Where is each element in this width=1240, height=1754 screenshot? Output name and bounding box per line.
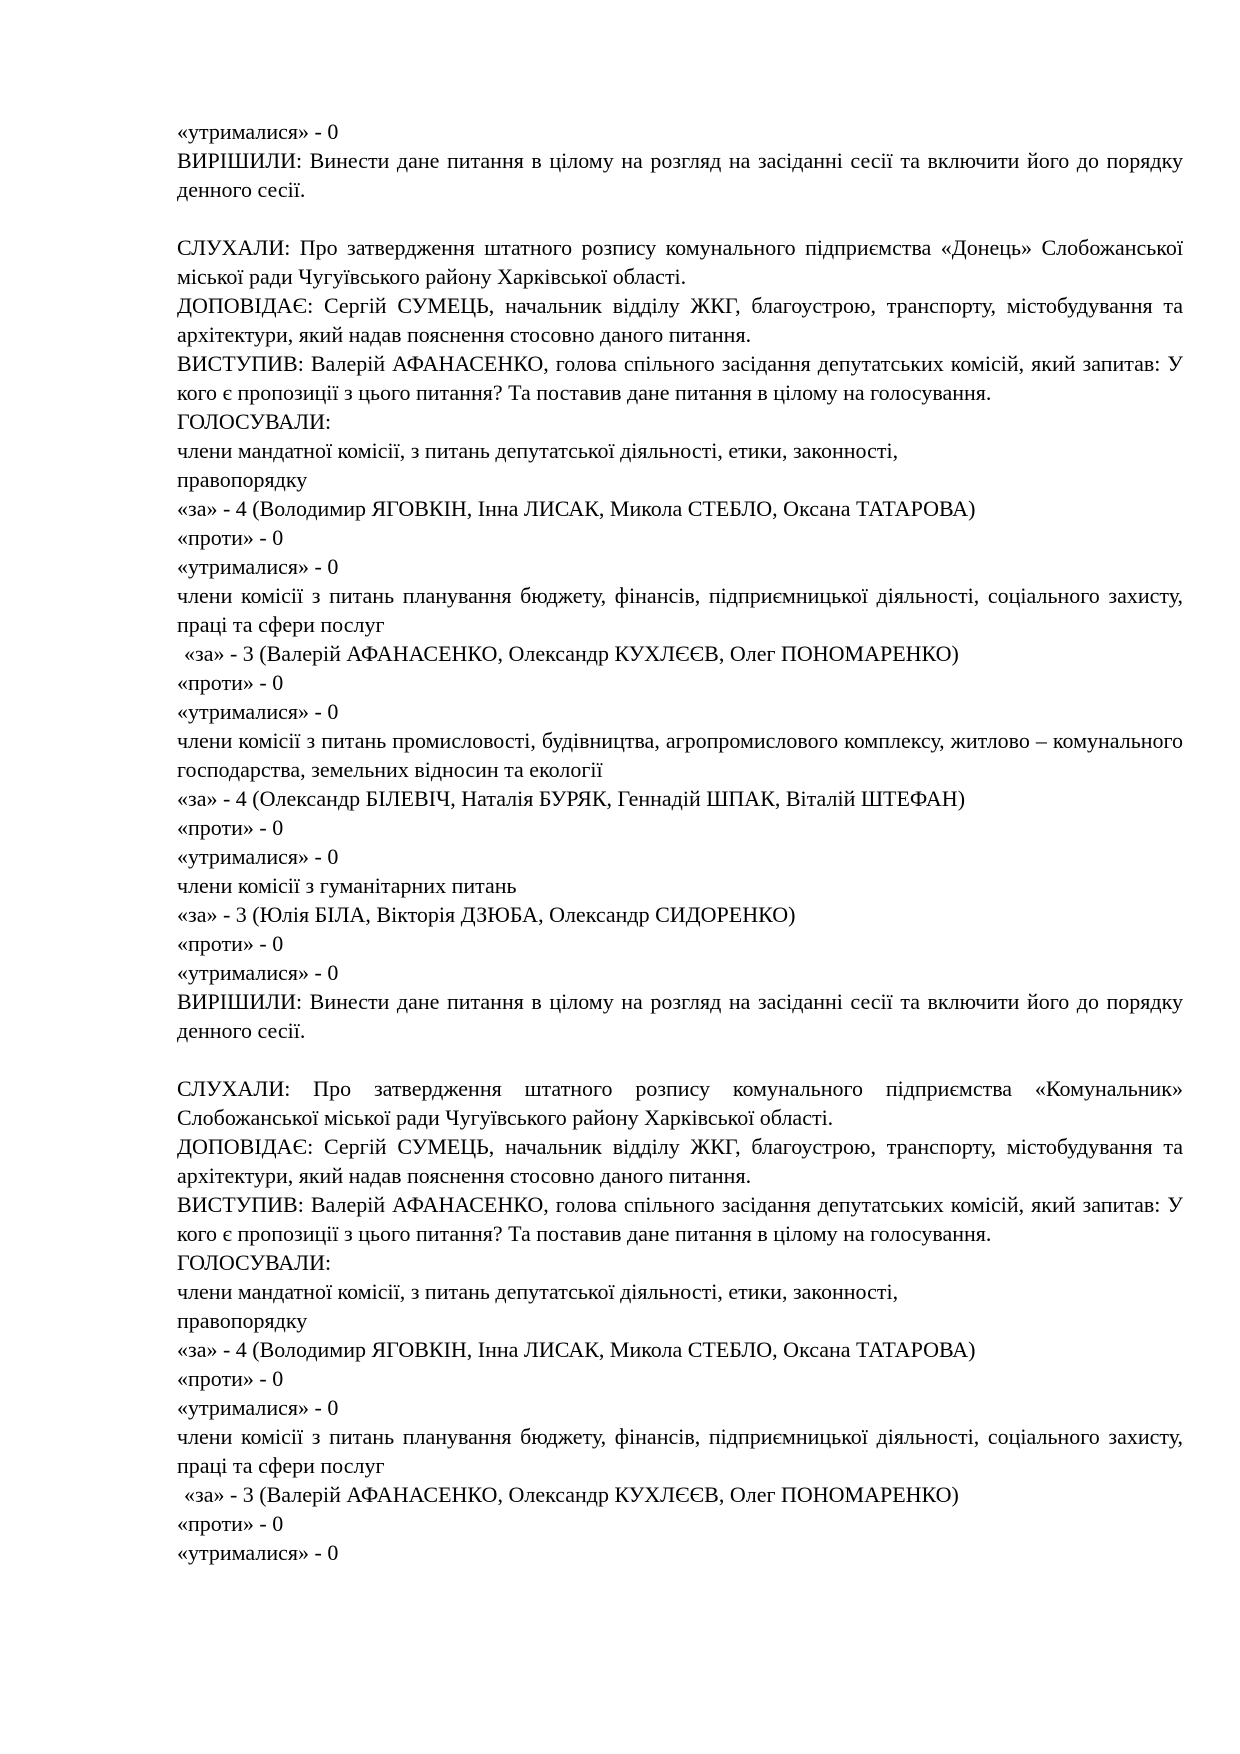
vote-against: «проти» - 0 bbox=[177, 1511, 284, 1536]
vote-for: «за» - 4 (Володимир ЯГОВКІН, Інна ЛИСАК, Микола СТЕБЛО, Оксана ТАТАРОВА) bbox=[177, 496, 976, 521]
vote-abstain: «утрималися» - 0 bbox=[177, 960, 339, 985]
vote-abstain: «утрималися» - 0 bbox=[177, 844, 339, 869]
reports-paragraph: ДОПОВІДАЄ: Сергій СУМЕЦЬ, начальник відділу ЖКГ, благоустрою, транспорту, містобудування та архітектури, який надав пояснення стосовно даного питання. bbox=[177, 1134, 1183, 1188]
commission-budget-title: члени комісії з питань планування бюджету, фінансів, підприємницької діяльності, соціального захисту, праці та сфери послуг bbox=[177, 1424, 1183, 1478]
vote-against: «проти» - 0 bbox=[177, 815, 284, 840]
commission-mandate-title: члени мандатної комісії, з питань депутатської діяльності, етики, законності, bbox=[177, 1279, 899, 1304]
reports-paragraph: ДОПОВІДАЄ: Сергій СУМЕЦЬ, начальник відділу ЖКГ, благоустрою, транспорту, містобудування та архітектури, який надав пояснення стосовно даного питання. bbox=[177, 293, 1183, 347]
vote-abstain: «утрималися» - 0 bbox=[177, 1540, 339, 1565]
commission-budget-title: члени комісії з питань планування бюджету, фінансів, підприємницької діяльності, соціального захисту, праці та сфери послуг bbox=[177, 583, 1183, 637]
spoke-paragraph: ВИСТУПИВ: Валерій АФАНАСЕНКО, голова спільного засідання депутатських комісій, який запитав: У кого є пропозиції з цього питання? Та поставив дане питання в цілому на голосування. bbox=[177, 351, 1183, 405]
commission-industry-title: члени комісії з питань промисловості, будівництва, агропромислового комплексу, житлово – комунального господарства, земельних відносин та екології bbox=[177, 728, 1183, 782]
heard-paragraph: СЛУХАЛИ: Про затвердження штатного розпису комунального підприємства «Комунальник» Слобожанської міської ради Чугуївського району Харківської області. bbox=[177, 1076, 1183, 1130]
vote-against: «проти» - 0 bbox=[177, 525, 284, 550]
vote-abstain: «утрималися» - 0 bbox=[177, 554, 339, 579]
voted-label: ГОЛОСУВАЛИ: bbox=[177, 1250, 332, 1275]
vote-for: «за» - 3 (Юлія БІЛА, Вікторія ДЗЮБА, Олександр СИДОРЕНКО) bbox=[177, 902, 796, 927]
vote-for: «за» - 4 (Олександр БІЛЕВІЧ, Наталія БУРЯК, Геннадій ШПАК, Віталій ШТЕФАН) bbox=[177, 786, 966, 811]
paragraph-gap bbox=[177, 204, 1183, 233]
document-body bbox=[177, 117, 1183, 1567]
vote-against: «проти» - 0 bbox=[177, 1366, 284, 1391]
commission-mandate-title: члени мандатної комісії, з питань депутатської діяльності, етики, законності, bbox=[177, 438, 899, 463]
vote-for: «за» - 3 (Валерій АФАНАСЕНКО, Олександр КУХЛЄЄВ, Олег ПОНОМАРЕНКО) bbox=[184, 641, 959, 666]
vote-for: «за» - 4 (Володимир ЯГОВКІН, Інна ЛИСАК, Микола СТЕБЛО, Оксана ТАТАРОВА) bbox=[177, 1337, 976, 1362]
vote-abstain: «утрималися» - 0 bbox=[177, 1395, 339, 1420]
commission-mandate-title-cont: правопорядку bbox=[177, 467, 308, 492]
spoke-paragraph: ВИСТУПИВ: Валерій АФАНАСЕНКО, голова спільного засідання депутатських комісій, який запитав: У кого є пропозиції з цього питання? Та поставив дане питання в цілому на голосування. bbox=[177, 1192, 1183, 1246]
commission-humanitarian-title: члени комісії з гуманітарних питань bbox=[177, 873, 517, 898]
decision-paragraph: ВИРІШИЛИ: Винести дане питання в цілому на розгляд на засіданні сесії та включити його до порядку денного сесії. bbox=[177, 989, 1183, 1043]
vote-against: «проти» - 0 bbox=[177, 670, 284, 695]
paragraph-gap bbox=[177, 1045, 1183, 1074]
vote-against: «проти» - 0 bbox=[177, 931, 284, 956]
heard-paragraph: СЛУХАЛИ: Про затвердження штатного розпису комунального підприємства «Донець» Слобожанської міської ради Чугуївського району Харківської області. bbox=[177, 235, 1183, 289]
decision-paragraph: ВИРІШИЛИ: Винести дане питання в цілому на розгляд на засіданні сесії та включити його до порядку денного сесії. bbox=[177, 148, 1183, 202]
voted-label: ГОЛОСУВАЛИ: bbox=[177, 409, 332, 434]
abstain-count: «утрималися» - 0 bbox=[177, 119, 339, 144]
vote-abstain: «утрималися» - 0 bbox=[177, 699, 339, 724]
commission-mandate-title-cont: правопорядку bbox=[177, 1308, 308, 1333]
vote-for: «за» - 3 (Валерій АФАНАСЕНКО, Олександр КУХЛЄЄВ, Олег ПОНОМАРЕНКО) bbox=[184, 1482, 959, 1507]
